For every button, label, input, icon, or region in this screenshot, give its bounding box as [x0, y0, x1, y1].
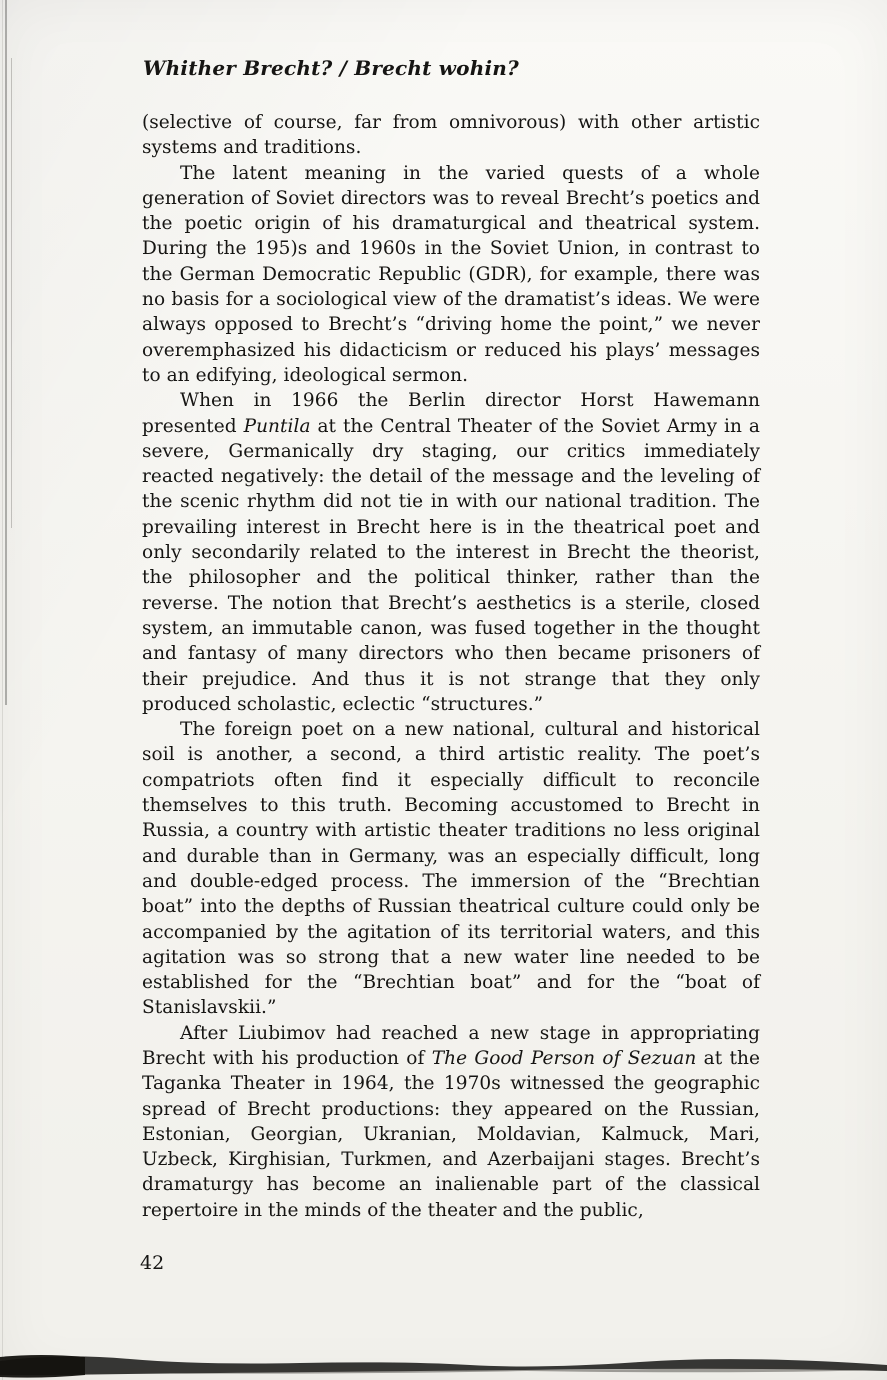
scan-edge-line [2, 0, 3, 1380]
page-number: 42 [140, 1252, 165, 1274]
italic-title-text: Puntila [243, 415, 311, 437]
paragraph-text: When in 1966 the Berlin director Horst Hawemann presented [142, 390, 760, 437]
scan-edge-line [5, 0, 7, 705]
paragraph [142, 717, 760, 1021]
paragraph [142, 161, 760, 389]
paragraph-text: The latent meaning in the varied quests of a whole generation of Soviet directors was to reveal Brecht’s poetics and the poetic origin of his dramaturgical and theatrical system. During the 195)s and 1960s in the Soviet Union, in contrast to the German Democratic Republic (GDR), for example, there was no basis for a sociological view of the dramatist’s ideas. We were always opposed to Brecht’s “driving home the point,” we never overemphasized his didacticism or reduced his plays’ messages to an edifying, ideological sermon. [142, 162, 760, 386]
paragraph [142, 388, 760, 717]
body-text [142, 110, 760, 1223]
running-head: Whither Brecht? / Brecht wohin? [143, 56, 519, 80]
paragraph-text: After Liubimov had reached a new stage in appropriating Brecht with his production of [142, 1022, 760, 1069]
paragraph [142, 110, 760, 161]
italic-title-text: The Good Person of Sezuan [431, 1047, 697, 1069]
paragraph-text: (selective of course, far from omnivorous) with other artistic systems and traditions. [142, 112, 760, 159]
paragraph-text: at the Central Theater of the Soviet Army in a severe, Germanically dry staging, our critics immediately reacted negatively: the detail of the message and the leveling of the scenic rhythm did not tie in with our national tradition. The prevailing interest in Brecht here is in the theatrical poet and only secondarily related to the interest in Brecht the theorist, the philosopher and the political thinker, rather than the reverse. The notion that Brecht’s aesthetics is a sterile, closed system, an immutable canon, was fused together in the thought and fantasy of many directors who then became prisoners of their prejudice. And thus it is not strange that they only produced scholastic, eclectic “structures.” [142, 415, 760, 715]
paragraph [142, 1021, 760, 1223]
scan-edge-line [11, 58, 12, 528]
paragraph-text: at the Taganka Theater in 1964, the 1970s witnessed the geographic spread of Brecht productions: they appeared on the Russian, Estonian, Georgian, Ukranian, Moldavian, Kalmuck, Mari, Uzbeck, Kirghisian, Turkmen, and Azerbaijani stages. Brecht’s dramaturgy has become an inalienable part of the classical repertoire in the minds of the theater and the public, [142, 1047, 760, 1221]
paragraph-text: The foreign poet on a new national, cultural and historical soil is another, a second, a third artistic reality. The poet’s compatriots often find it especially difficult to reconcile themselves to this truth. Becoming accustomed to Brecht in Russia, a country with artistic theater traditions no less original and durable than in Germany, was an especially difficult, long and double-edged process. The immersion of the “Brechtian boat” into the depths of Russian theatrical culture could only be accompanied by the agitation of its territorial waters, and this agitation was so strong that a new water line needed to be established for the “Brechtian boat” and for the “boat of Stanislavskii.” [142, 719, 760, 1019]
scan-smudge-artifact [0, 1346, 887, 1380]
